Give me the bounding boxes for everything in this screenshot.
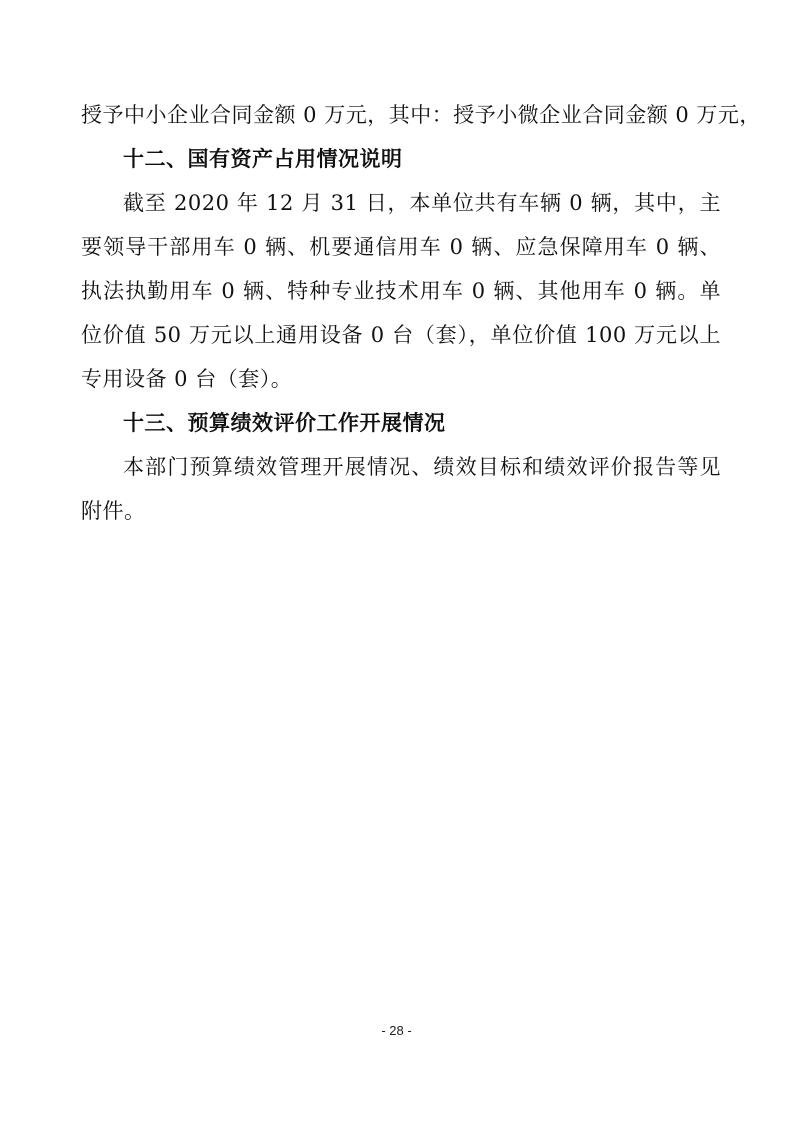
document-body: [81, 93, 761, 533]
page-number: - 28 -: [381, 1023, 412, 1038]
section-paragraph-performance: 本部门预算绩效管理开展情况、绩效目标和绩效评价报告等见附件。: [81, 455, 721, 523]
section-heading-performance: 十三、预算绩效评价工作开展情况: [123, 411, 446, 435]
continuation-line: 授予中小企业合同金额 0 万元，其中：授予小微企业合同金额 0 万元，: [81, 103, 761, 127]
section-paragraph-assets: 截至 2020 年 12 月 31 日，本单位共有车辆 0 辆，其中，主要领导干部用车 0 辆、机要通信用车 0 辆、应急保障用车 0 辆、执法执勤用车 0 辆、特种专业技术用车 0 辆、其他用车 0 辆。单位价值 50 万元以上通用设备 0 台（套），单位价值 100 万元以上专用设备 0 台（套）。: [81, 191, 721, 391]
section-heading-assets: 十二、国有资产占用情况说明: [123, 147, 403, 171]
